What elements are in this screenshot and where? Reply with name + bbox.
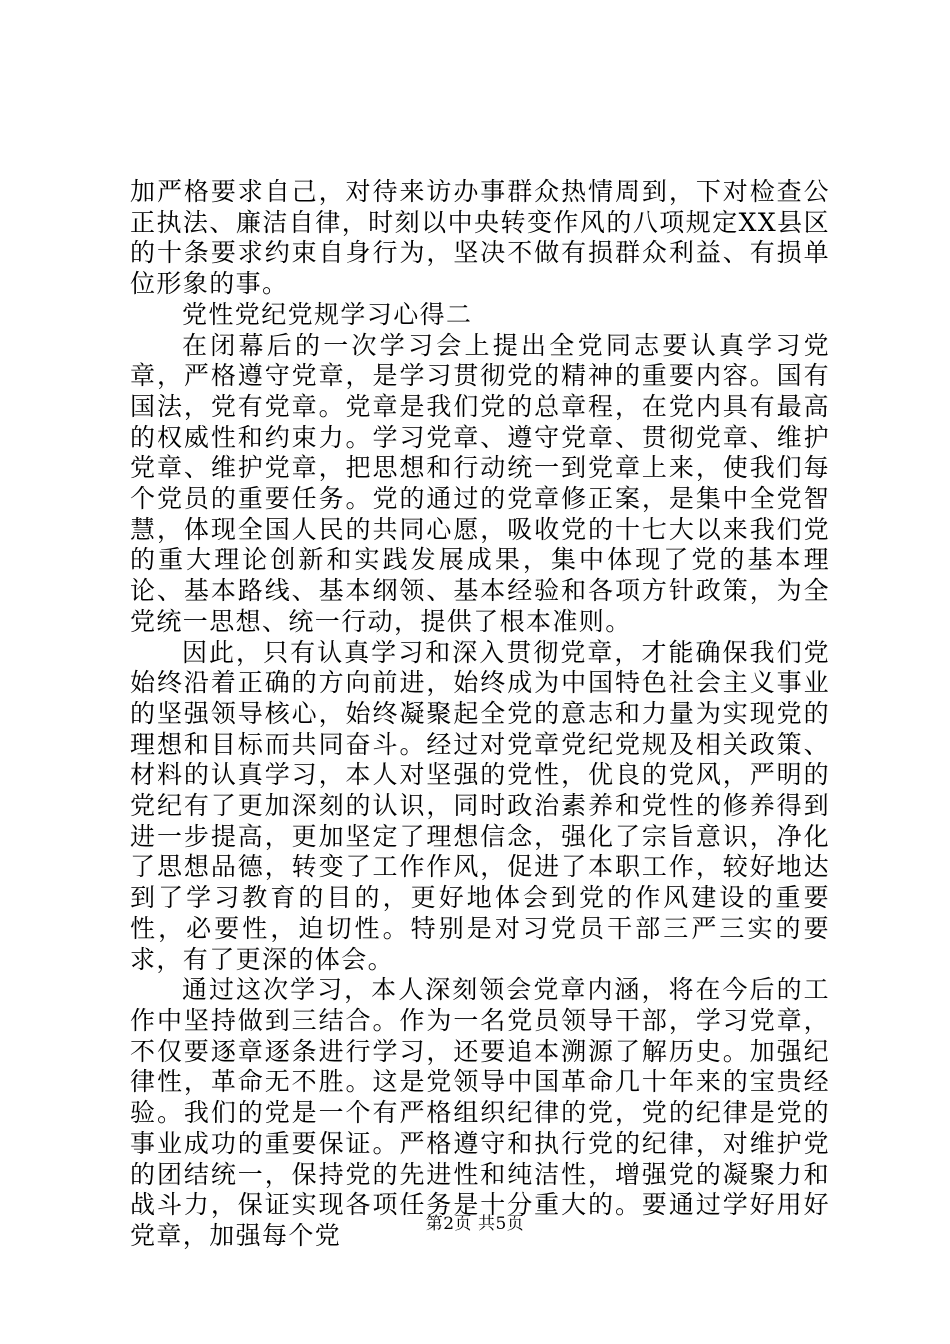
paragraph-continued: 加严格要求自己，对待来访办事群众热情周到，下对检查公正执法、廉洁自律，时刻以中央转变作风的八项规定XX县区的十条要求约束自身行为，坚决不做有损群众利益、有损单位形象的事。 xyxy=(130,177,830,299)
document-body xyxy=(130,177,830,1252)
paragraph: 在闭幕后的一次学习会上提出全党同志要认真学习党章，严格遵守党章，是学习贯彻党的精神的重要内容。国有国法，党有党章。党章是我们党的总章程，在党内具有最高的权威性和约束力。学习党章、遵守党章、贯彻党章、维护党章、维护党章，把思想和行动统一到党章上来，使我们每个党员的重要任务。党的通过的党章修正案，是集中全党智慧，体现全国人民的共同心愿，吸收党的十七大以来我们党的重大理论创新和实践发展成果，集中体现了党的基本理论、基本路线、基本纲领、基本经验和各项方针政策，为全党统一思想、统一行动，提供了根本准则。 xyxy=(130,330,830,636)
paragraph: 因此，只有认真学习和深入贯彻党章，才能确保我们党始终沿着正确的方向前进，始终成为中国特色社会主义事业的坚强领导核心，始终凝聚起全党的意志和力量为实现党的理想和目标而共同奋斗。经过对党章党纪党规及相关政策、材料的认真学习，本人对坚强的党性，优良的党风，严明的党纪有了更加深刻的认识，同时政治素养和党性的修养得到进一步提高，更加坚定了理想信念，强化了宗旨意识，净化了思想品德，转变了工作作风，促进了本职工作，较好地达到了学习教育的目的，更好地体会到党的作风建设的重要性，必要性，迫切性。特别是对习党员干部三严三实的要求，有了更深的体会。 xyxy=(130,637,830,974)
paragraph: 通过这次学习，本人深刻领会党章内涵，将在今后的工作中坚持做到三结合。作为一名党员领导干部，学习党章，不仅要逐章逐条进行学习，还要追本溯源了解历史。加强纪律性，革命无不胜。这是党领导中国革命几十年来的宝贵经验。我们的党是一个有严格组织纪律的党，党的纪律是党的事业成功的重要保证。严格遵守和执行党的纪律，对维护党的团结统一，保持党的先进性和纯洁性，增强党的凝聚力和战斗力，保证实现各项任务是十分重大的。要通过学好用好党章，加强每个党 xyxy=(130,975,830,1250)
section-heading: 党性党纪党规学习心得二 xyxy=(182,299,473,329)
page-number-footer: 第2页 共5页 xyxy=(425,1214,525,1234)
